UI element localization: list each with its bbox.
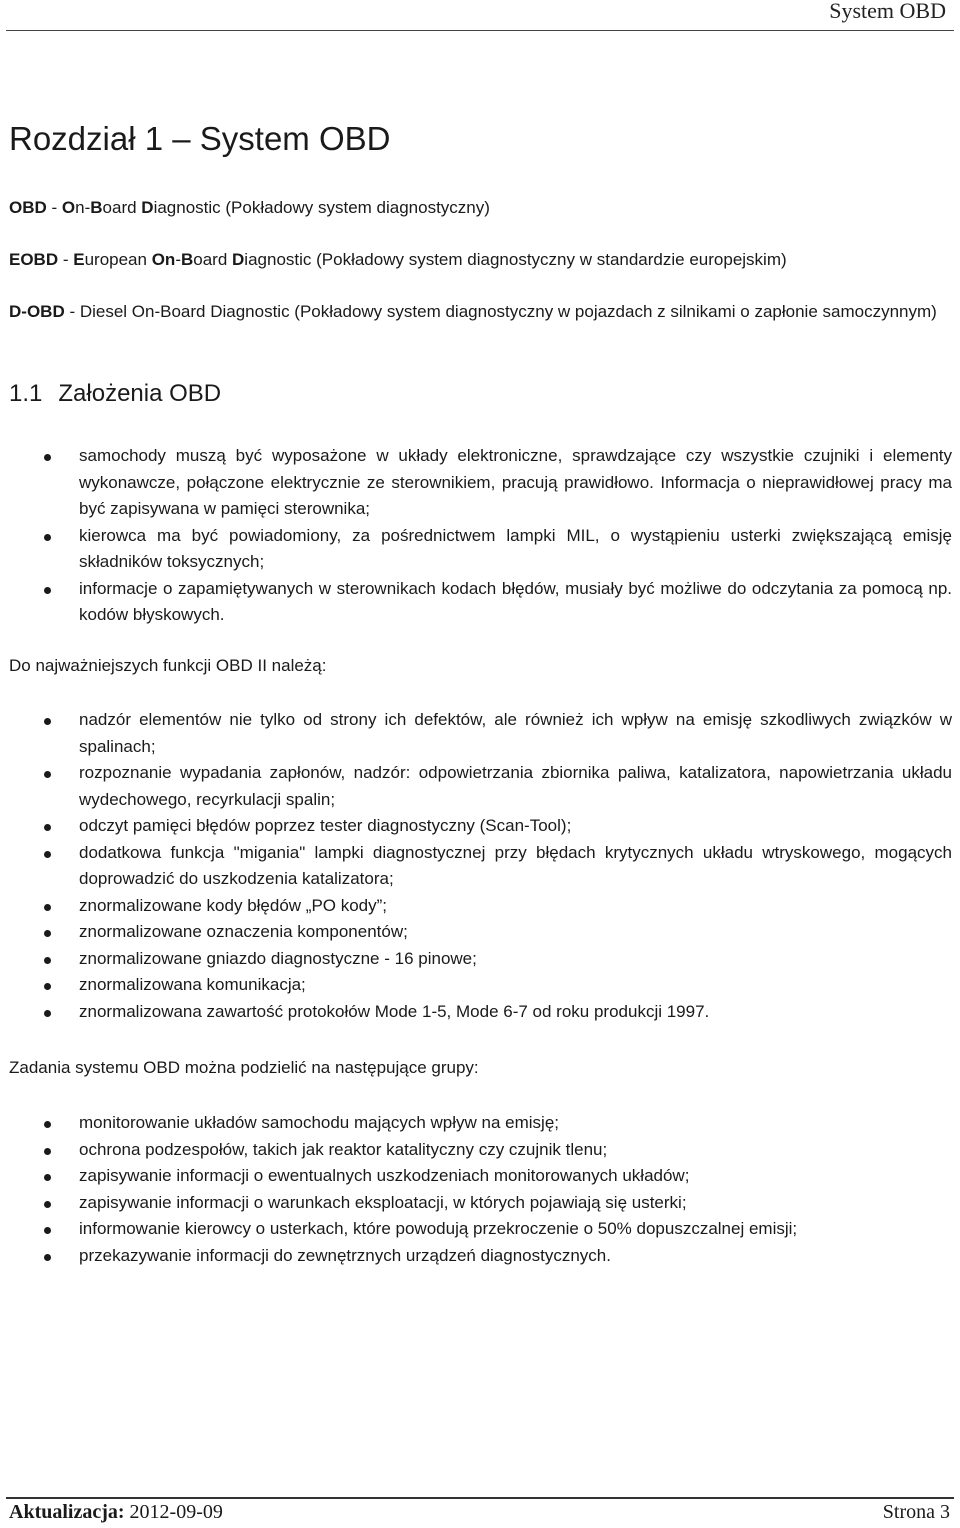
- definition-bold-text: O: [61, 198, 76, 217]
- list-item: kierowca ma być powiadomiony, za pośrednictwem lampki MIL, o wystąpieniu usterki zwiększającą emisję składników toksycznych;: [0, 523, 952, 576]
- list-item: znormalizowane oznaczenia komponentów;: [0, 919, 952, 946]
- page-number: Strona 3: [882, 1501, 950, 1523]
- definition-text: iagnostic (Pokładowy system diagnostyczny w standardzie europejskim): [244, 250, 787, 269]
- list-item: przekazywanie informacji do zewnętrznych urządzeń diagnostycznych.: [0, 1243, 952, 1270]
- list-item: monitorowanie układów samochodu mających wpływ na emisję;: [0, 1110, 952, 1137]
- assumptions-list: [0, 443, 952, 629]
- list-item: informacje o zapamiętywanych w sterownikach kodach błędów, musiały być możliwe do odczytania za pomocą np. kodów błyskowych.: [0, 576, 952, 629]
- list-item: samochody muszą być wyposażone w układy elektroniczne, sprawdzające czy wszystkie czujniki i elementy wykonawcze, połączone elektrycznie ze sterownikiem, pracują prawidłowo. Informacja o nieprawidłowej pracy ma być zapisywana w pamięci sterownika;: [0, 443, 952, 523]
- bullet-icon: [44, 718, 51, 725]
- definition-bold-text: E: [73, 250, 85, 269]
- section-title: Założenia OBD: [58, 380, 222, 407]
- bullet-icon: [44, 904, 51, 911]
- list-item: rozpoznanie wypadania zapłonów, nadzór: odpowietrzania zbiornika paliwa, katalizatora, napowietrzania układu wydechowego, recyrkulacji spalin;: [0, 760, 952, 813]
- bullet-icon: [44, 1148, 51, 1155]
- definition-text: -: [58, 250, 74, 269]
- functions-intro: Do najważniejszych funkcji OBD II należą:: [9, 656, 327, 675]
- definition-bold-text: B: [180, 250, 194, 269]
- list-item: ochrona podzespołów, takich jak reaktor katalityczny czy czujnik tlenu;: [0, 1137, 952, 1164]
- list-item: znormalizowana zawartość protokołów Mode 1-5, Mode 6-7 od roku produkcji 1997.: [0, 999, 952, 1026]
- list-item: dodatkowa funkcja "migania" lampki diagnostycznej przy błędach krytycznych układu wtryskowego, mogących doprowadzić do uszkodzenia katalizatora;: [0, 840, 952, 893]
- definition-text: oard: [193, 250, 233, 269]
- bullet-icon: [44, 824, 51, 831]
- functions-list: [0, 707, 952, 1025]
- definition-d-obd: [9, 299, 952, 325]
- section-number: 1.1: [9, 380, 43, 407]
- update-label: Aktualizacja:: [9, 1501, 125, 1523]
- definition-text: -: [175, 250, 181, 269]
- bullet-icon: [44, 534, 51, 541]
- bullet-icon: [44, 454, 51, 461]
- bullet-icon: [44, 957, 51, 964]
- chapter-title: Rozdział 1 – System OBD: [9, 120, 391, 157]
- definition-bold-text: EOBD: [9, 250, 59, 269]
- definition-bold-text: OBD: [9, 198, 47, 217]
- definition-bold-text: D: [141, 198, 154, 217]
- definition-text: oard: [102, 198, 142, 217]
- list-item: znormalizowane gniazdo diagnostyczne - 16 pinowe;: [0, 946, 952, 973]
- bullet-icon: [44, 1227, 51, 1234]
- definition-bold-text: On: [151, 250, 176, 269]
- list-item: znormalizowane kody błędów „PO kody”;: [0, 893, 952, 920]
- definition-text: n-: [75, 198, 91, 217]
- bullet-icon: [44, 851, 51, 858]
- section-heading: [9, 380, 221, 408]
- bullet-icon: [44, 983, 51, 990]
- definition-text: uropean: [84, 250, 152, 269]
- list-item: informowanie kierowcy o usterkach, które powodują przekroczenie o 50% dopuszczalnej emisji;: [0, 1216, 952, 1243]
- definition-bold-text: B: [90, 198, 103, 217]
- update-info: [9, 1501, 223, 1524]
- definition-text: iagnostic (Pokładowy system diagnostyczny): [153, 198, 490, 217]
- list-item: zapisywanie informacji o warunkach eksploatacji, w których pojawiają się usterki;: [0, 1190, 952, 1217]
- update-date: 2012-09-09: [129, 1501, 223, 1523]
- running-header: System OBD: [829, 0, 946, 23]
- bullet-icon: [44, 1121, 51, 1128]
- tasks-intro: Zadania systemu OBD można podzielić na następujące grupy:: [9, 1058, 479, 1077]
- bullet-icon: [44, 1174, 51, 1181]
- list-item: znormalizowana komunikacja;: [0, 972, 952, 999]
- definition-eobd: [9, 247, 952, 273]
- bullet-icon: [44, 771, 51, 778]
- bullet-icon: [44, 1254, 51, 1261]
- bullet-icon: [44, 587, 51, 594]
- definition-bold-text: D-OBD: [9, 302, 65, 321]
- definition-text: - Diesel On-Board Diagnostic (Pokładowy system diagnostyczny w pojazdach z silnikami o zapłonie samoczynnym): [64, 302, 937, 321]
- list-item: nadzór elementów nie tylko od strony ich defektów, ale również ich wpływ na emisję szkodliwych związków w spalinach;: [0, 707, 952, 760]
- bullet-icon: [44, 1010, 51, 1017]
- footer-divider: [6, 1497, 954, 1499]
- definition-text: -: [46, 198, 62, 217]
- header-divider: [6, 30, 954, 31]
- bullet-icon: [44, 1201, 51, 1208]
- bullet-icon: [44, 930, 51, 937]
- definition-obd: [9, 195, 952, 221]
- list-item: odczyt pamięci błędów poprzez tester diagnostyczny (Scan-Tool);: [0, 813, 952, 840]
- list-item: zapisywanie informacji o ewentualnych uszkodzeniach monitorowanych układów;: [0, 1163, 952, 1190]
- tasks-list: [0, 1110, 952, 1269]
- definition-bold-text: D: [232, 250, 245, 269]
